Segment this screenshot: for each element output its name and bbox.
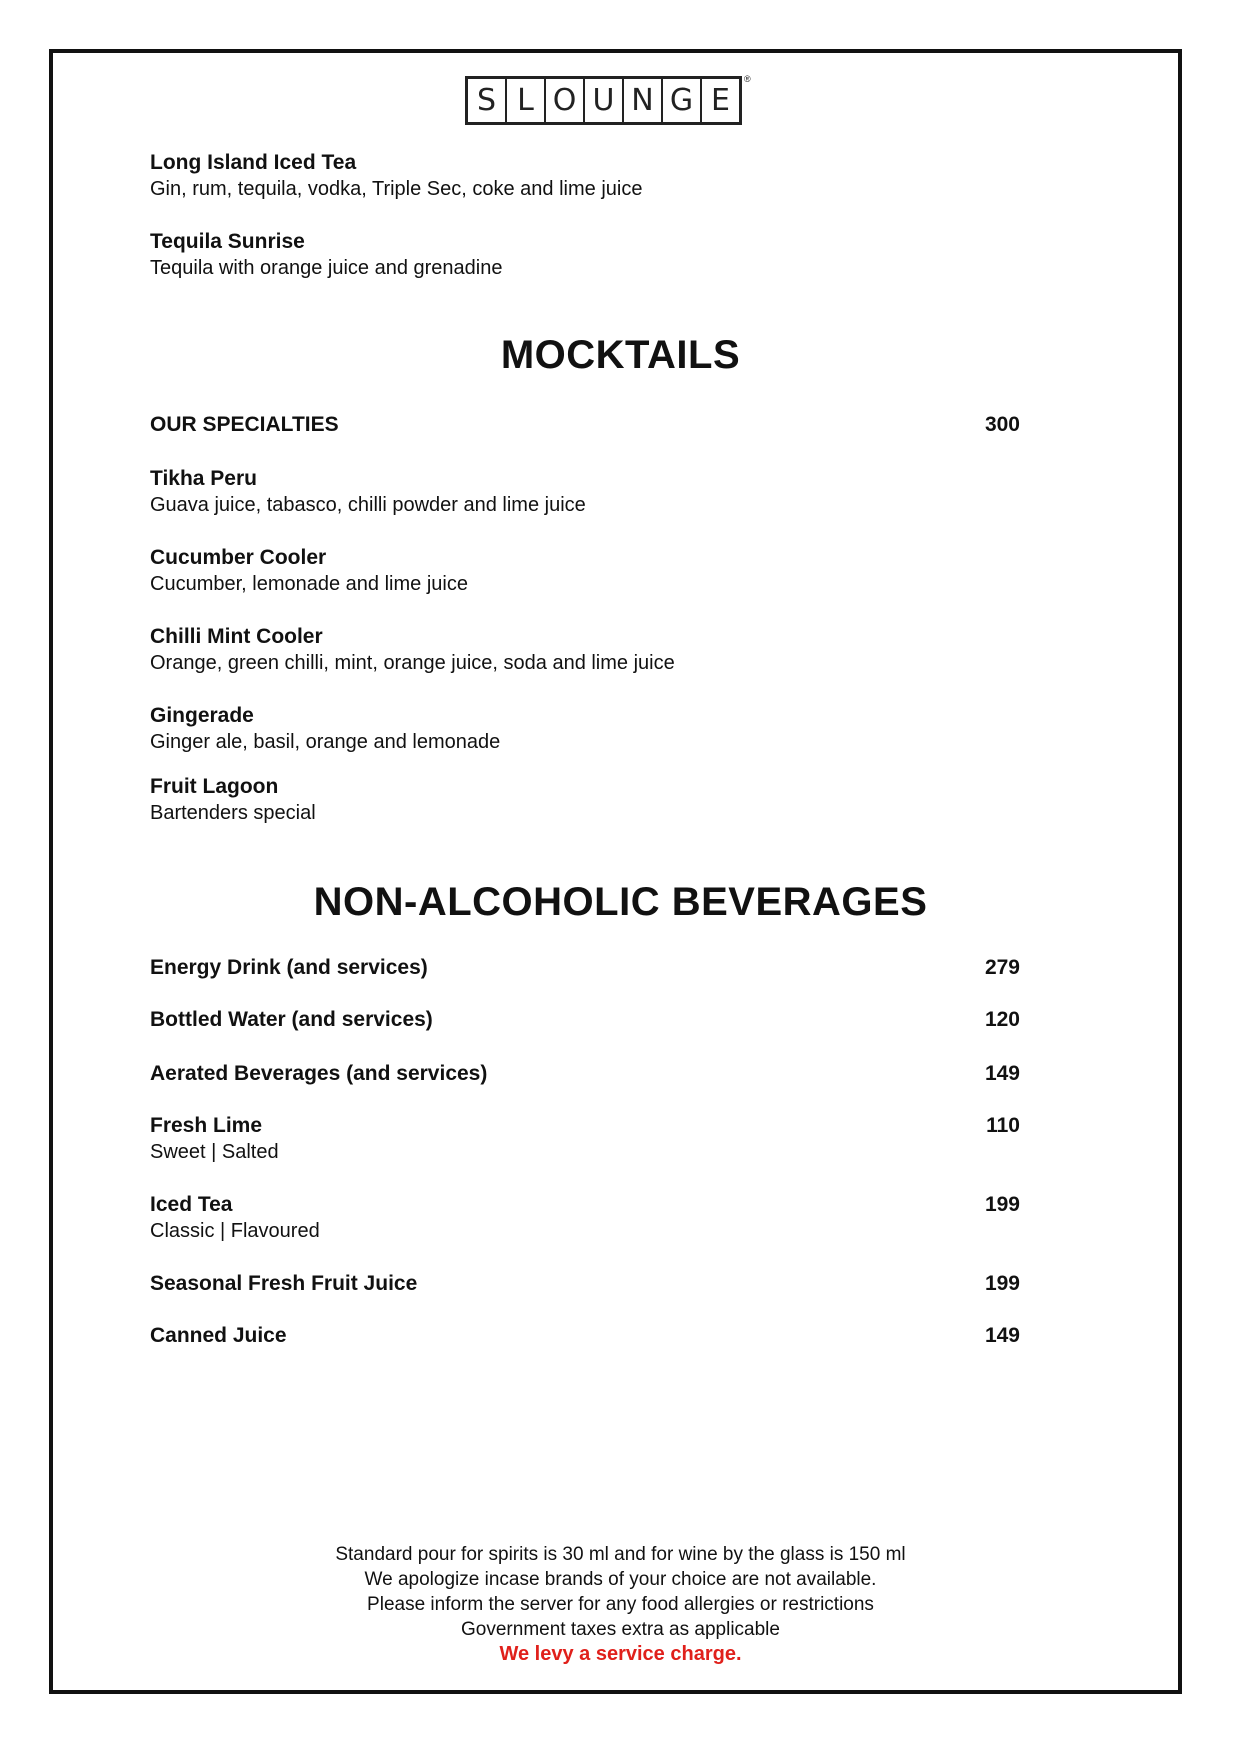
item-name: Iced Tea — [150, 1193, 233, 1216]
item-price: 110 — [986, 1114, 1020, 1137]
item-description: Classic | Flavoured — [150, 1220, 320, 1242]
item-name: Cucumber Cooler — [150, 546, 327, 569]
menu-item — [150, 545, 468, 597]
item-name: Energy Drink (and services) — [150, 956, 428, 979]
item-price: 199 — [984, 1272, 1020, 1295]
logo-letter-boxes — [465, 76, 742, 125]
logo-letter: G — [663, 79, 702, 122]
menu-item — [150, 150, 642, 202]
page-border — [49, 49, 1182, 1694]
section-heading-mocktails: MOCKTAILS — [500, 333, 741, 377]
item-name: Gingerade — [150, 704, 254, 727]
item-description: Guava juice, tabasco, chilli powder and lime juice — [150, 494, 586, 516]
menu-item — [150, 703, 500, 755]
footer-line: Standard pour for spirits is 30 ml and for wine by the glass is 150 ml — [335, 1544, 906, 1565]
logo-letter: L — [507, 79, 546, 122]
footer-notes — [0, 1542, 1241, 1667]
item-name: Bottled Water (and services) — [150, 1008, 433, 1031]
item-price: 149 — [984, 1324, 1020, 1347]
item-name: Seasonal Fresh Fruit Juice — [150, 1272, 418, 1295]
item-name: Aerated Beverages (and services) — [150, 1062, 488, 1085]
menu-item — [150, 624, 675, 676]
menu-item — [150, 1192, 320, 1244]
item-name: Fruit Lagoon — [150, 775, 279, 798]
footer-line: Government taxes extra as applicable — [461, 1619, 780, 1640]
item-name: Canned Juice — [150, 1324, 287, 1347]
logo-letter: U — [585, 79, 624, 122]
section-heading-non-alcoholic: NON-ALCOHOLIC BEVERAGES — [313, 880, 928, 924]
menu-item — [150, 1113, 279, 1165]
item-description: Gin, rum, tequila, vodka, Triple Sec, coke and lime juice — [150, 178, 643, 200]
item-name: Long Island Iced Tea — [150, 151, 357, 174]
item-description: Tequila with orange juice and grenadine — [150, 257, 503, 279]
item-description: Cucumber, lemonade and lime juice — [150, 573, 468, 595]
logo-letter: O — [546, 79, 585, 122]
item-price: 279 — [984, 956, 1020, 979]
item-price: 149 — [984, 1062, 1020, 1085]
subheading-price: 300 — [984, 413, 1020, 436]
slounge-logo — [465, 76, 751, 125]
item-description: Sweet | Salted — [150, 1141, 279, 1163]
logo-letter: N — [624, 79, 663, 122]
item-price: 120 — [984, 1008, 1020, 1031]
item-description: Ginger ale, basil, orange and lemonade — [150, 731, 501, 753]
item-description: Bartenders special — [150, 802, 316, 824]
footer-line: We apologize incase brands of your choice are not available. — [364, 1569, 877, 1590]
footer-line: Please inform the server for any food allergies or restrictions — [367, 1594, 874, 1615]
menu-item — [150, 229, 502, 281]
registered-mark: ® — [744, 74, 751, 84]
item-price: 199 — [984, 1193, 1020, 1216]
item-name: Tequila Sunrise — [150, 230, 305, 253]
menu-item — [150, 466, 586, 518]
item-name: Fresh Lime — [150, 1114, 263, 1137]
logo-letter: E — [711, 82, 730, 118]
item-name: Chilli Mint Cooler — [150, 625, 323, 648]
subheading-specialties: OUR SPECIALTIES — [150, 413, 339, 436]
service-charge-note: We levy a service charge. — [499, 1643, 742, 1665]
item-description: Orange, green chilli, mint, orange juice, soda and lime juice — [150, 652, 675, 674]
logo-letter: S — [468, 79, 507, 122]
menu-item — [150, 774, 316, 826]
item-name: Tikha Peru — [150, 467, 257, 490]
